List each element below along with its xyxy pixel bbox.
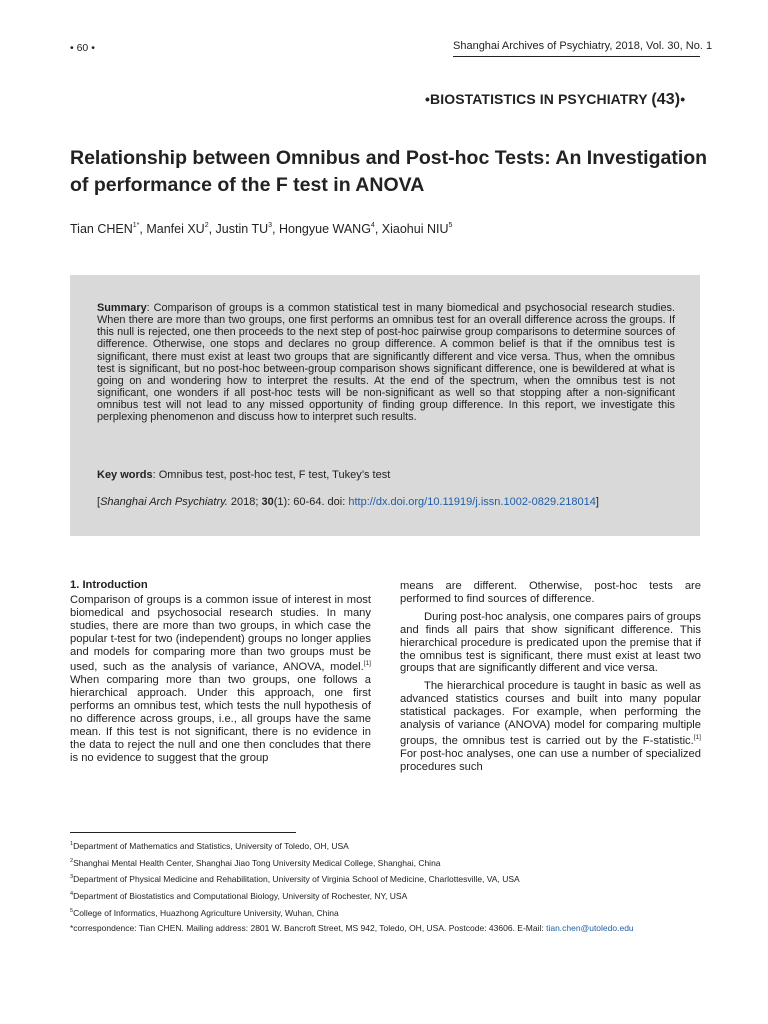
citation-close: ] bbox=[595, 496, 599, 508]
footnotes bbox=[70, 837, 710, 935]
correspondence-note bbox=[70, 921, 710, 936]
footnote-affiliation bbox=[70, 854, 710, 871]
series-heading bbox=[425, 91, 685, 109]
keywords-label: Key words bbox=[97, 469, 153, 481]
author-separator: , bbox=[374, 222, 382, 236]
author-name: Manfei XU bbox=[146, 222, 205, 236]
footnote-affiliation bbox=[70, 904, 710, 921]
citation-pages: (1): 60-64. doi: bbox=[273, 496, 349, 508]
paragraph-text: Comparison of groups is a common issue of interest in most biomedical and psychosocial research studies. In many studies, there are more than two groups, in which case the popular t-test for two (independent) groups no longer applies and models for comparing more than two groups must be used, such as the analysis of variance, ANOVA, model. bbox=[70, 593, 371, 674]
footnote-affiliation bbox=[70, 837, 710, 854]
footnote-text: College of Informatics, Huazhong Agriculture University, Wuhan, China bbox=[73, 907, 339, 918]
left-column bbox=[70, 579, 371, 765]
paragraph: means are different. Otherwise, post-hoc tests are performed to find sources of difference. bbox=[400, 580, 701, 605]
footnote-mark: 2 bbox=[70, 857, 74, 864]
summary-body: : Comparison of groups is a common statistical test in many biomedical and psychosocial research studies. When there are more than two groups, one first performs an omnibus test for an overall difference across the groups. If this null is rejected, one then proceeds to the next step of post-hoc pairwise group comparisons to determine sources of difference. Otherwise, one stops and declares no group difference. A common belief is that if the omnibus test is significant, there must exist at least two groups that are significantly different and vice versa. Thus, when the omnibus test is significant, but no post-hoc between-group comparison shows significant difference, one is bewildered at what is going on and wondering how to interpret the results. At the end of the spectrum, when the omnibus test is not significant, one wonders if all post-hoc tests will be non-significant as well so that stopping after a non-significant omnibus test will not lead to any missed opportunity of finding group difference. In this report, we investigate this perplexing phenomenon and discuss how to interpret such results. bbox=[97, 302, 675, 424]
reference-mark[interactable]: [1] bbox=[693, 733, 701, 741]
series-suffix: • bbox=[680, 91, 686, 107]
footnote-mark: 1 bbox=[70, 841, 74, 847]
article-title: Relationship between Omnibus and Post-hoc Tests: An Investigation of performance of the F test in ANOVA bbox=[70, 147, 708, 196]
doi-link[interactable]: http://dx.doi.org/10.11919/j.issn.1002-0829.218014 bbox=[348, 496, 596, 508]
email-link[interactable]: tian.chen@utoledo.edu bbox=[546, 922, 634, 933]
footnote-text: Shanghai Mental Health Center, Shanghai Jiao Tong University Medical College, Shanghai, China bbox=[73, 857, 441, 868]
author-name: Tian CHEN bbox=[70, 222, 133, 236]
header-rule bbox=[453, 56, 700, 57]
author-affiliation-mark: 4 bbox=[370, 222, 375, 229]
reference-mark[interactable]: [1] bbox=[363, 660, 371, 668]
paragraph-text: For post-hoc analyses, one can use a number of specialized procedures such bbox=[400, 747, 701, 773]
author-affiliation-mark: 3 bbox=[268, 222, 273, 229]
citation bbox=[97, 496, 599, 508]
author-name: Hongyue WANG bbox=[278, 222, 371, 236]
footnote-rule bbox=[70, 832, 296, 833]
author-name: Justin TU bbox=[215, 222, 269, 236]
author-affiliation-mark: 5 bbox=[448, 222, 453, 229]
summary-text bbox=[97, 302, 675, 424]
summary-label: Summary bbox=[97, 302, 147, 314]
citation-volume: 30 bbox=[261, 496, 274, 508]
right-column bbox=[400, 580, 701, 774]
author-separator: , bbox=[272, 222, 279, 236]
author-list bbox=[70, 222, 452, 236]
keywords-list: : Omnibus test, post-hoc test, F test, Tukey’s test bbox=[152, 469, 391, 481]
journal-running-head: Shanghai Archives of Psychiatry, 2018, Vol. 30, No. 1 bbox=[453, 40, 713, 52]
author-separator: , bbox=[139, 222, 147, 236]
footnote-affiliation bbox=[70, 887, 710, 904]
paragraph bbox=[400, 680, 701, 773]
paragraph: During post-hoc analysis, one compares pairs of groups and finds all pairs that show significant difference. This hierarchical procedure is predicated upon the premise that if the omnibus test is significant, there must exist at least two groups that are significantly different and vice versa. bbox=[400, 610, 701, 675]
paragraph-text: The hierarchical procedure is taught in basic as well as advanced statistics courses and built into many popular statistical packages. For example, when performing the analysis of variance (ANOVA) model for comparing multiple groups, the omnibus test is carried out by the F-statistic. bbox=[400, 680, 701, 747]
series-prefix: •BIOSTATISTICS IN PSYCHIATRY bbox=[425, 91, 652, 107]
author-affiliation-mark: 1* bbox=[132, 222, 140, 229]
footnote-text: Department of Biostatistics and Computational Biology, University of Rochester, NY, USA bbox=[73, 891, 408, 902]
series-number: (43) bbox=[651, 91, 681, 108]
keywords bbox=[97, 469, 390, 481]
author-affiliation-mark: 2 bbox=[204, 222, 209, 229]
footnote-text: Department of Mathematics and Statistics, University of Toledo, OH, USA bbox=[73, 841, 349, 851]
footnote-affiliation bbox=[70, 870, 710, 887]
footnote-mark: 3 bbox=[70, 874, 74, 881]
author-separator: , bbox=[208, 222, 216, 236]
section-heading-introduction: 1. Introduction bbox=[70, 579, 148, 591]
footnote-text: Department of Physical Medicine and Rehabilitation, University of Virginia School of Medicine, Charlottesville, VA, USA bbox=[73, 874, 520, 885]
citation-year: 2018; bbox=[227, 496, 262, 508]
correspondence-text: *correspondence: Tian CHEN. Mailing address: 2801 W. Bancroft Street, MS 942, Toledo, OH, USA. Postcode: 43606. E-Mail: bbox=[70, 922, 547, 933]
paragraph-text: When comparing more than two groups, one follows a hierarchical approach. Under this approach, one first performs an omnibus test, which tests the null hypothesis of no difference across groups, i.e., all groups have the same mean. If this test is not significant, there is no evidence in the data to reject the null and one then concludes that there is no evidence to suggest that the group bbox=[70, 674, 371, 764]
footnote-mark: 4 bbox=[70, 891, 74, 898]
author-name: Xiaohui NIU bbox=[381, 222, 449, 236]
paragraph bbox=[70, 594, 371, 765]
citation-journal: Shanghai Arch Psychiatry. bbox=[100, 496, 228, 508]
page-number: • 60 • bbox=[70, 42, 95, 54]
footnote-mark: 5 bbox=[70, 907, 74, 914]
citation-open: [ bbox=[97, 496, 101, 508]
